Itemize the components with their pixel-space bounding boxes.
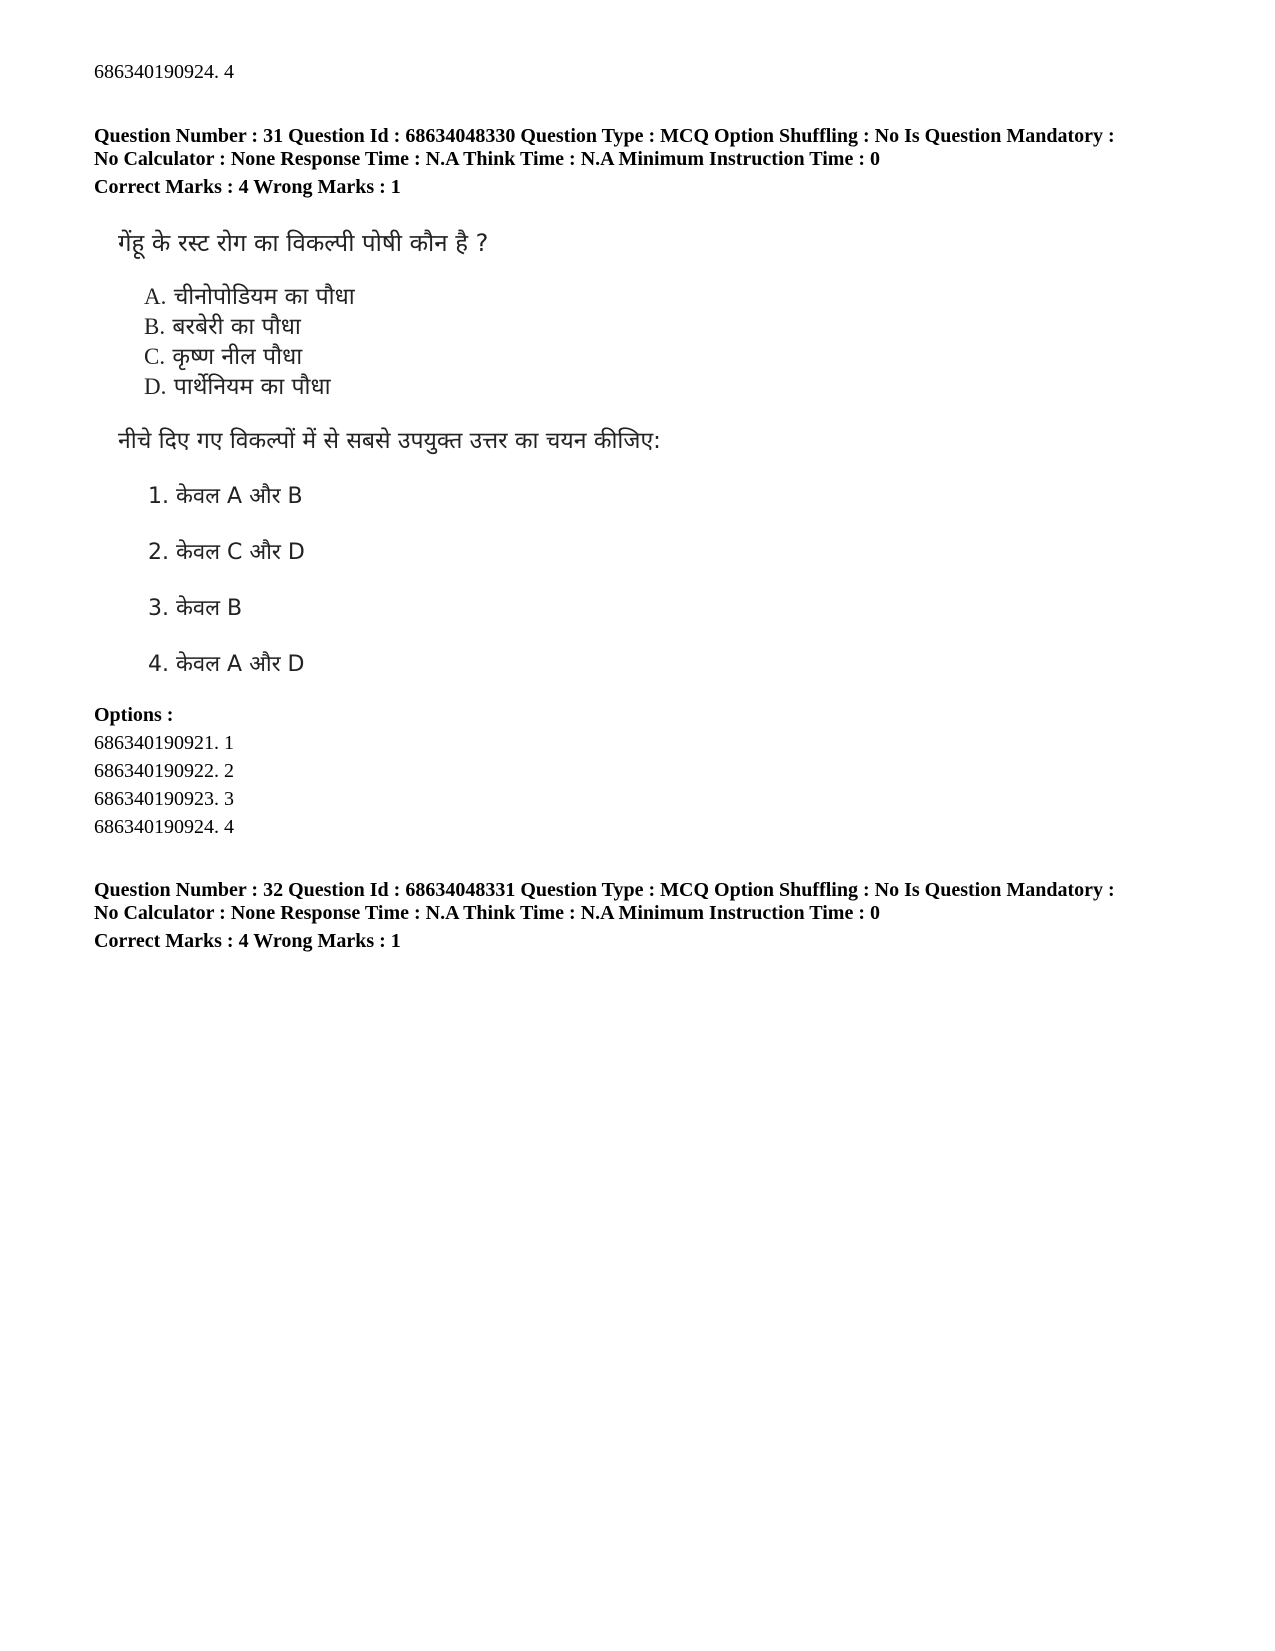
q31-choice-4: 4. केवल A और D [148,652,305,677]
statement-label: D. [144,374,167,399]
statement-text: कृष्ण नील पौधा [172,344,303,370]
q31-option-4: 686340190924. 4 [94,816,234,838]
q31-option-1: 686340190921. 1 [94,732,234,754]
q31-marks: Correct Marks : 4 Wrong Marks : 1 [94,176,401,198]
q31-statement-c [144,342,302,372]
q31-statement-b [144,312,301,342]
q31-option-2: 686340190922. 2 [94,760,234,782]
q31-instruction: नीचे दिए गए विकल्पों में से सबसे उपयुक्त उत्तर का चयन कीजिए: [118,428,661,454]
statement-text: पार्थेनियम का पौधा [173,374,331,400]
q31-statement-a [144,282,355,312]
q31-options-label: Options : [94,704,174,726]
q31-statement-d [144,372,331,402]
q31-meta-line-1: Question Number : 31 Question Id : 68634048330 Question Type : MCQ Option Shuffling : No Is Question Mandatory : [94,125,1115,147]
q31-meta-line-2: No Calculator : None Response Time : N.A Think Time : N.A Minimum Instruction Time : 0 [94,148,880,170]
q31-choice-2: 2. केवल C और D [148,540,305,565]
statement-label: A. [144,284,167,309]
statement-label: B. [144,314,166,339]
q32-meta-line-1: Question Number : 32 Question Id : 68634048331 Question Type : MCQ Option Shuffling : No Is Question Mandatory : [94,879,1115,901]
statement-text: बरबेरी का पौधा [172,314,301,340]
q31-choice-3: 3. केवल B [148,596,243,621]
q31-option-3: 686340190923. 3 [94,788,234,810]
statement-text: चीनोपोडियम का पौधा [173,284,355,310]
statement-label: C. [144,344,166,369]
q31-stem: गेंहू के रस्ट रोग का विकल्पी पोषी कौन है ? [118,229,489,257]
q32-meta-line-2: No Calculator : None Response Time : N.A Think Time : N.A Minimum Instruction Time : 0 [94,902,880,924]
prev-option-4: 686340190924. 4 [94,61,234,83]
q32-marks: Correct Marks : 4 Wrong Marks : 1 [94,930,401,952]
q31-choice-1: 1. केवल A और B [148,484,303,509]
